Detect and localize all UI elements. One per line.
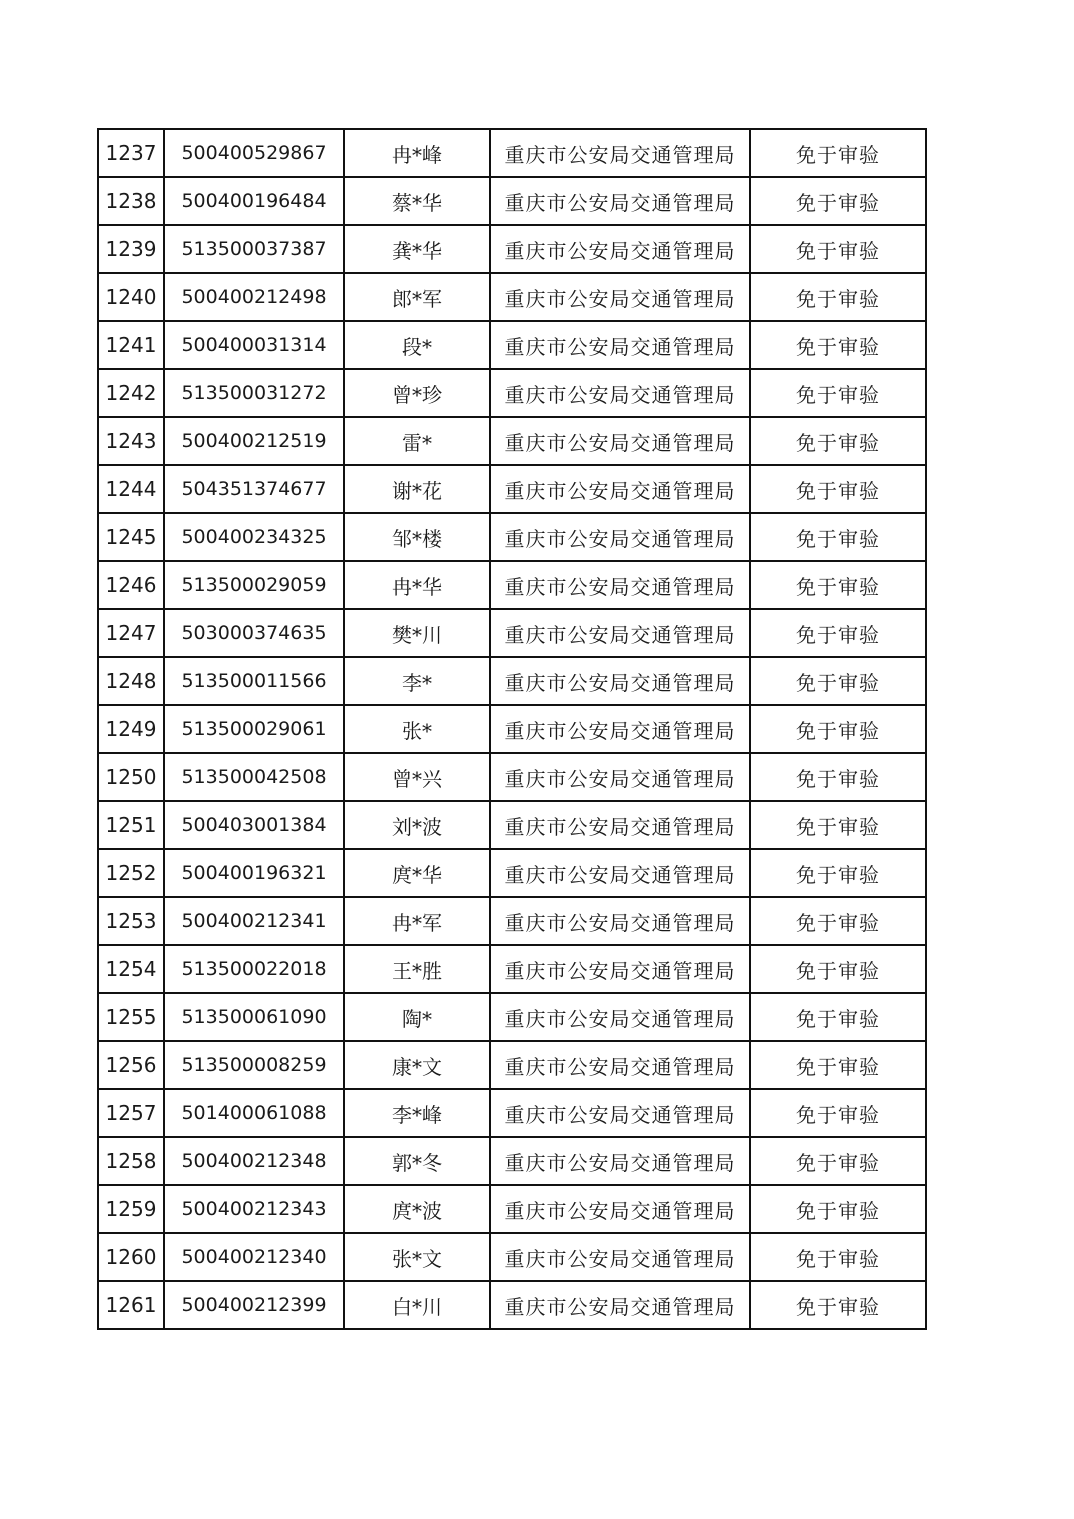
table-row (98, 129, 926, 177)
review-status-cell: 免于审验 (750, 753, 926, 801)
serial-number-cell: 1248 (98, 657, 164, 705)
license-id-cell: 500400196321 (164, 849, 344, 897)
issuing-authority-cell: 重庆市公安局交通管理局 (490, 897, 750, 945)
person-name-cell: 庹*华 (344, 849, 490, 897)
review-status-cell: 免于审验 (750, 993, 926, 1041)
person-name-cell: 蔡*华 (344, 177, 490, 225)
table-row (98, 225, 926, 273)
table-row (98, 273, 926, 321)
issuing-authority-cell: 重庆市公安局交通管理局 (490, 417, 750, 465)
review-status-cell: 免于审验 (750, 1185, 926, 1233)
license-id-cell: 500400234325 (164, 513, 344, 561)
person-name-cell: 段* (344, 321, 490, 369)
person-name-cell: 冉*军 (344, 897, 490, 945)
serial-number-cell: 1249 (98, 705, 164, 753)
serial-number-cell: 1255 (98, 993, 164, 1041)
table-row (98, 705, 926, 753)
serial-number-cell: 1238 (98, 177, 164, 225)
table-row (98, 1281, 926, 1329)
issuing-authority-cell: 重庆市公安局交通管理局 (490, 561, 750, 609)
table-row (98, 1233, 926, 1281)
license-id-cell: 513500029061 (164, 705, 344, 753)
license-id-cell: 500400031314 (164, 321, 344, 369)
license-id-cell: 513500022018 (164, 945, 344, 993)
table-row (98, 1041, 926, 1089)
person-name-cell: 邹*楼 (344, 513, 490, 561)
serial-number-cell: 1247 (98, 609, 164, 657)
review-status-cell: 免于审验 (750, 417, 926, 465)
license-id-cell: 500400529867 (164, 129, 344, 177)
person-name-cell: 陶* (344, 993, 490, 1041)
issuing-authority-cell: 重庆市公安局交通管理局 (490, 609, 750, 657)
issuing-authority-cell: 重庆市公安局交通管理局 (490, 177, 750, 225)
issuing-authority-cell: 重庆市公安局交通管理局 (490, 849, 750, 897)
license-id-cell: 513500042508 (164, 753, 344, 801)
license-id-cell: 503000374635 (164, 609, 344, 657)
serial-number-cell: 1241 (98, 321, 164, 369)
serial-number-cell: 1254 (98, 945, 164, 993)
license-id-cell: 513500011566 (164, 657, 344, 705)
person-name-cell: 康*文 (344, 1041, 490, 1089)
serial-number-cell: 1251 (98, 801, 164, 849)
person-name-cell: 冉*华 (344, 561, 490, 609)
table-row (98, 753, 926, 801)
license-id-cell: 513500031272 (164, 369, 344, 417)
review-status-cell: 免于审验 (750, 225, 926, 273)
license-id-cell: 500400212348 (164, 1137, 344, 1185)
issuing-authority-cell: 重庆市公安局交通管理局 (490, 753, 750, 801)
table-row (98, 945, 926, 993)
table-row (98, 609, 926, 657)
review-status-cell: 免于审验 (750, 657, 926, 705)
serial-number-cell: 1243 (98, 417, 164, 465)
license-id-cell: 500403001384 (164, 801, 344, 849)
person-name-cell: 曾*兴 (344, 753, 490, 801)
license-id-cell: 500400196484 (164, 177, 344, 225)
records-table (97, 128, 927, 1330)
issuing-authority-cell: 重庆市公安局交通管理局 (490, 1041, 750, 1089)
table-row (98, 321, 926, 369)
license-id-cell: 500400212519 (164, 417, 344, 465)
person-name-cell: 谢*花 (344, 465, 490, 513)
person-name-cell: 刘*波 (344, 801, 490, 849)
issuing-authority-cell: 重庆市公安局交通管理局 (490, 1137, 750, 1185)
issuing-authority-cell: 重庆市公安局交通管理局 (490, 993, 750, 1041)
table-row (98, 897, 926, 945)
license-id-cell: 513500008259 (164, 1041, 344, 1089)
review-status-cell: 免于审验 (750, 1281, 926, 1329)
person-name-cell: 庹*波 (344, 1185, 490, 1233)
person-name-cell: 郎*军 (344, 273, 490, 321)
review-status-cell: 免于审验 (750, 609, 926, 657)
license-id-cell: 500400212343 (164, 1185, 344, 1233)
person-name-cell: 李*峰 (344, 1089, 490, 1137)
table-row (98, 1137, 926, 1185)
serial-number-cell: 1253 (98, 897, 164, 945)
serial-number-cell: 1242 (98, 369, 164, 417)
person-name-cell: 冉*峰 (344, 129, 490, 177)
records-table-body (98, 129, 926, 1329)
review-status-cell: 免于审验 (750, 465, 926, 513)
license-id-cell: 513500061090 (164, 993, 344, 1041)
review-status-cell: 免于审验 (750, 561, 926, 609)
table-row (98, 177, 926, 225)
person-name-cell: 郭*冬 (344, 1137, 490, 1185)
issuing-authority-cell: 重庆市公安局交通管理局 (490, 705, 750, 753)
person-name-cell: 李* (344, 657, 490, 705)
person-name-cell: 樊*川 (344, 609, 490, 657)
serial-number-cell: 1252 (98, 849, 164, 897)
issuing-authority-cell: 重庆市公安局交通管理局 (490, 225, 750, 273)
person-name-cell: 王*胜 (344, 945, 490, 993)
license-id-cell: 513500029059 (164, 561, 344, 609)
review-status-cell: 免于审验 (750, 321, 926, 369)
serial-number-cell: 1260 (98, 1233, 164, 1281)
person-name-cell: 雷* (344, 417, 490, 465)
table-row (98, 369, 926, 417)
person-name-cell: 龚*华 (344, 225, 490, 273)
serial-number-cell: 1245 (98, 513, 164, 561)
license-id-cell: 504351374677 (164, 465, 344, 513)
review-status-cell: 免于审验 (750, 1233, 926, 1281)
table-row (98, 1089, 926, 1137)
serial-number-cell: 1261 (98, 1281, 164, 1329)
review-status-cell: 免于审验 (750, 705, 926, 753)
issuing-authority-cell: 重庆市公安局交通管理局 (490, 321, 750, 369)
license-id-cell: 500400212341 (164, 897, 344, 945)
license-id-cell: 500400212498 (164, 273, 344, 321)
serial-number-cell: 1237 (98, 129, 164, 177)
table-row (98, 801, 926, 849)
serial-number-cell: 1259 (98, 1185, 164, 1233)
table-row (98, 513, 926, 561)
review-status-cell: 免于审验 (750, 897, 926, 945)
review-status-cell: 免于审验 (750, 1041, 926, 1089)
issuing-authority-cell: 重庆市公安局交通管理局 (490, 1185, 750, 1233)
serial-number-cell: 1250 (98, 753, 164, 801)
issuing-authority-cell: 重庆市公安局交通管理局 (490, 465, 750, 513)
issuing-authority-cell: 重庆市公安局交通管理局 (490, 513, 750, 561)
review-status-cell: 免于审验 (750, 1137, 926, 1185)
serial-number-cell: 1244 (98, 465, 164, 513)
issuing-authority-cell: 重庆市公安局交通管理局 (490, 1233, 750, 1281)
license-id-cell: 513500037387 (164, 225, 344, 273)
table-row (98, 1185, 926, 1233)
person-name-cell: 张* (344, 705, 490, 753)
license-id-cell: 500400212399 (164, 1281, 344, 1329)
license-id-cell: 500400212340 (164, 1233, 344, 1281)
review-status-cell: 免于审验 (750, 801, 926, 849)
review-status-cell: 免于审验 (750, 849, 926, 897)
license-id-cell: 501400061088 (164, 1089, 344, 1137)
table-row (98, 561, 926, 609)
issuing-authority-cell: 重庆市公安局交通管理局 (490, 1089, 750, 1137)
issuing-authority-cell: 重庆市公安局交通管理局 (490, 369, 750, 417)
table-row (98, 465, 926, 513)
review-status-cell: 免于审验 (750, 513, 926, 561)
person-name-cell: 白*川 (344, 1281, 490, 1329)
issuing-authority-cell: 重庆市公安局交通管理局 (490, 945, 750, 993)
review-status-cell: 免于审验 (750, 273, 926, 321)
issuing-authority-cell: 重庆市公安局交通管理局 (490, 657, 750, 705)
review-status-cell: 免于审验 (750, 177, 926, 225)
serial-number-cell: 1239 (98, 225, 164, 273)
serial-number-cell: 1256 (98, 1041, 164, 1089)
serial-number-cell: 1240 (98, 273, 164, 321)
review-status-cell: 免于审验 (750, 945, 926, 993)
table-row (98, 417, 926, 465)
issuing-authority-cell: 重庆市公安局交通管理局 (490, 129, 750, 177)
serial-number-cell: 1246 (98, 561, 164, 609)
serial-number-cell: 1257 (98, 1089, 164, 1137)
serial-number-cell: 1258 (98, 1137, 164, 1185)
review-status-cell: 免于审验 (750, 369, 926, 417)
table-row (98, 849, 926, 897)
person-name-cell: 张*文 (344, 1233, 490, 1281)
review-status-cell: 免于审验 (750, 129, 926, 177)
review-status-cell: 免于审验 (750, 1089, 926, 1137)
table-row (98, 657, 926, 705)
issuing-authority-cell: 重庆市公安局交通管理局 (490, 273, 750, 321)
person-name-cell: 曾*珍 (344, 369, 490, 417)
issuing-authority-cell: 重庆市公安局交通管理局 (490, 1281, 750, 1329)
table-row (98, 993, 926, 1041)
issuing-authority-cell: 重庆市公安局交通管理局 (490, 801, 750, 849)
